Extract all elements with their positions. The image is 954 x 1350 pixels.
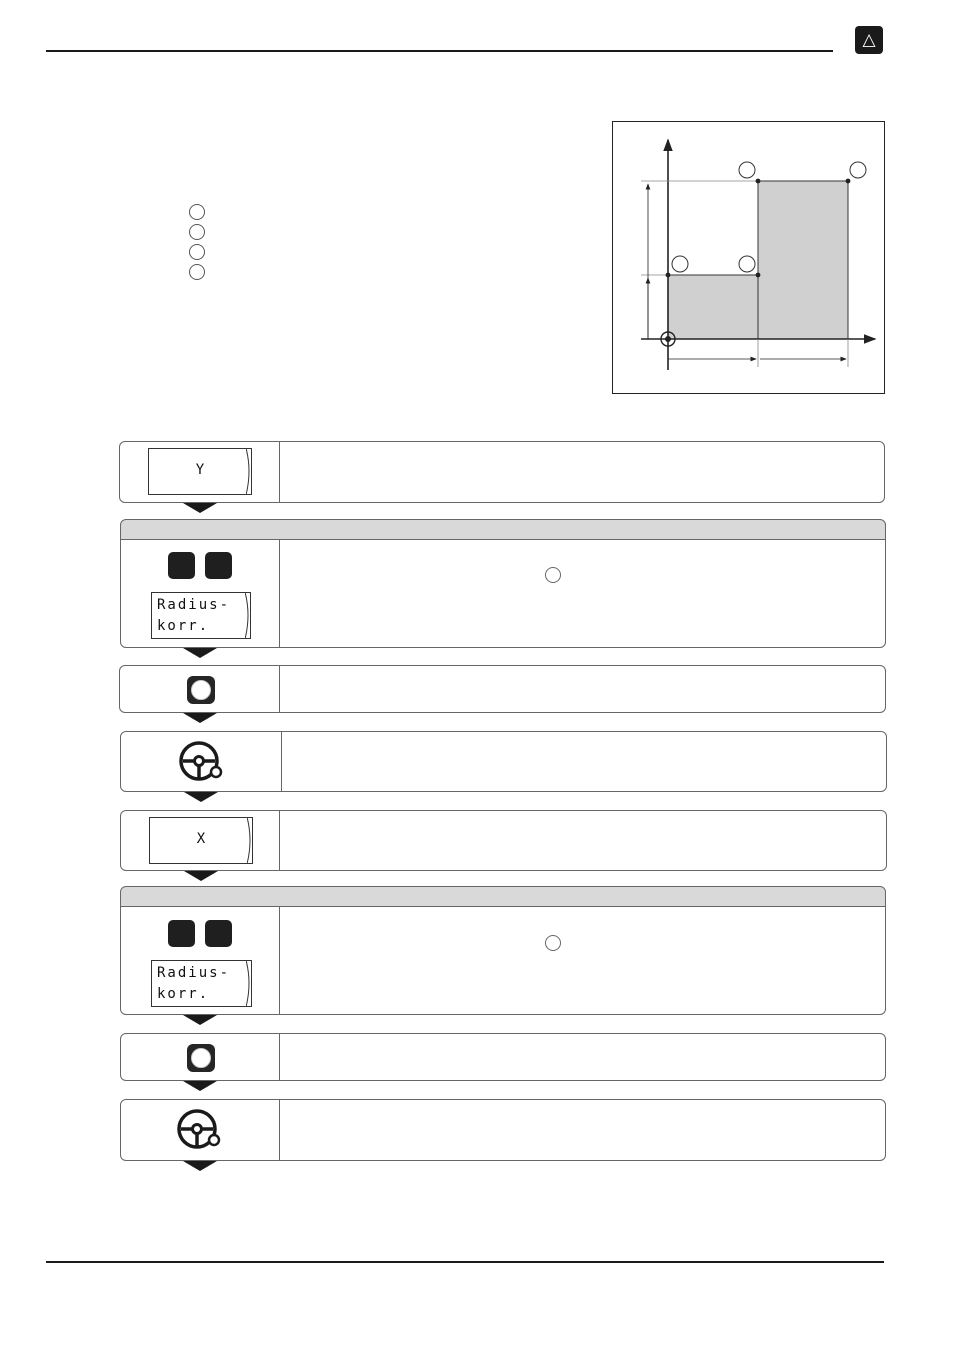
- radius-display-2[interactable]: [151, 960, 252, 1007]
- black-key-3[interactable]: [168, 920, 195, 947]
- step-select-x: [120, 810, 887, 871]
- axis-display-y[interactable]: [148, 448, 252, 495]
- label-circle-1: [672, 256, 688, 272]
- step-handwheel-2: [120, 1099, 886, 1161]
- corner-point-1: [666, 273, 671, 278]
- handwheel-icon: [178, 741, 226, 783]
- flow-arrow-6: [183, 1015, 217, 1025]
- step-enter-1: [119, 665, 886, 713]
- radius-display-line2: korr.: [157, 618, 210, 634]
- step-select-y: [119, 441, 885, 503]
- enter-key-icon[interactable]: [187, 676, 215, 704]
- step-2-header: [120, 519, 886, 541]
- axis-display-x[interactable]: [149, 817, 253, 864]
- workpiece-lower-step: [668, 275, 758, 339]
- list-marker-2: [189, 224, 205, 240]
- top-rule: [46, 50, 833, 52]
- radius-display-2-line1: Radius-: [157, 965, 231, 981]
- black-key-1[interactable]: [168, 552, 195, 579]
- list-marker-3: [189, 244, 205, 260]
- flow-arrow-4: [184, 792, 218, 802]
- axis-label-y: Y: [195, 462, 205, 478]
- flow-arrow-1: [183, 503, 217, 513]
- handwheel-icon-2: [176, 1109, 224, 1151]
- delta-icon: △: [855, 26, 883, 54]
- label-circle-4: [850, 162, 866, 178]
- label-circle-2: [739, 256, 755, 272]
- corner-point-2: [756, 273, 761, 278]
- flow-arrow-2: [183, 648, 217, 658]
- datum-point: [665, 336, 671, 342]
- list-marker-4: [189, 264, 205, 280]
- step-radius-comp-x: [120, 906, 886, 1015]
- axis-label-x: X: [196, 831, 206, 847]
- black-key-2[interactable]: [205, 552, 232, 579]
- label-circle-3: [739, 162, 755, 178]
- corner-point-4: [846, 179, 851, 184]
- step-enter-2: [120, 1033, 886, 1081]
- inline-marker-2: [545, 935, 561, 951]
- coordinate-figure: [612, 121, 885, 394]
- radius-display-line1: Radius-: [157, 597, 231, 613]
- coordinate-diagram: [613, 122, 884, 393]
- radius-display-2-line2: korr.: [157, 986, 210, 1002]
- flow-arrow-3: [183, 713, 217, 723]
- black-key-4[interactable]: [205, 920, 232, 947]
- enter-key-icon-2[interactable]: [187, 1044, 215, 1072]
- step-6-header: [120, 886, 886, 908]
- flow-arrow-5: [184, 871, 218, 881]
- corner-point-3: [756, 179, 761, 184]
- workpiece-upper-step: [758, 181, 848, 339]
- inline-marker-1: [545, 567, 561, 583]
- bottom-rule: [46, 1261, 884, 1263]
- radius-display[interactable]: [151, 592, 251, 639]
- flow-arrow-8: [183, 1161, 217, 1171]
- step-radius-comp-y: [120, 539, 886, 648]
- list-marker-1: [189, 204, 205, 220]
- flow-arrow-7: [183, 1081, 217, 1091]
- step-handwheel-1: [120, 731, 887, 792]
